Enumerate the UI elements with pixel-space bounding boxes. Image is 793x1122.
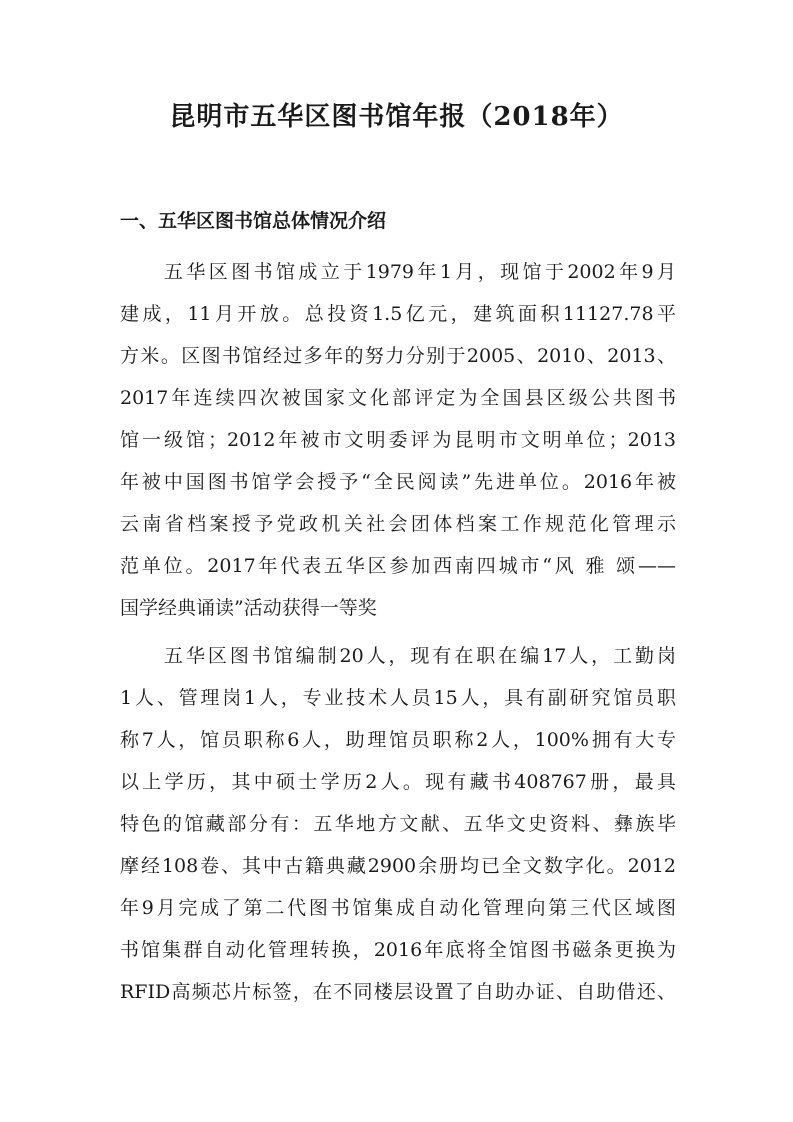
paragraph-line: 方米。区图书馆经过多年的努力分别于2005、2010、2013、 [120, 345, 676, 367]
paragraph-line: 年被中国图书馆学会授予“全民阅读”先进单位。2016年被 [120, 471, 676, 493]
document-title: 昆明市五华区图书馆年报（2018年） [169, 102, 624, 132]
paragraph-line: 以上学历，其中硕士学历2人。现有藏书408767册，最具 [120, 771, 676, 793]
paragraph-line: 1人、管理岗1人，专业技术人员15人，具有副研究馆员职 [120, 687, 676, 709]
paragraph-line: 云南省档案授予党政机关社会团体档案工作规范化管理示 [120, 513, 676, 535]
paragraph-line: 称7人，馆员职称6人，助理馆员职称2人，100%拥有大专 [120, 729, 676, 751]
section-heading: 一、五华区图书馆总体情况介绍 [120, 210, 387, 232]
paragraph-line: 国学经典诵读”活动获得一等奖 [120, 597, 377, 619]
paragraph-line: 摩经108卷、其中古籍典藏2900余册均已全文数字化。2012 [120, 855, 676, 877]
paragraph-line: 特色的馆藏部分有：五华地方文献、五华文史资料、彝族毕 [120, 813, 676, 835]
paragraph-line: 五华区图书馆编制20人，现有在职在编17人，工勤岗 [164, 645, 676, 667]
paragraph-line: 馆一级馆；2012年被市文明委评为昆明市文明单位；2013 [120, 429, 676, 451]
paragraph-line: 范单位。2017年代表五华区参加西南四城市“风 雅 颂—— [120, 555, 676, 577]
paragraph-line: RFID高频芯片标签，在不同楼层设置了自助办证、自助借还、 [120, 981, 676, 1003]
paragraph-line: 年9月完成了第二代图书馆集成自动化管理向第三代区域图 [120, 897, 676, 919]
paragraph-line: 建成，11月开放。总投资1.5亿元，建筑面积11127.78平 [120, 303, 676, 325]
paragraph-line: 2017年连续四次被国家文化部评定为全国县区级公共图书 [120, 387, 676, 409]
paragraph-line: 书馆集群自动化管理转换，2016年底将全馆图书磁条更换为 [120, 939, 676, 961]
paragraph-line: 五华区图书馆成立于1979年1月，现馆于2002年9月 [164, 261, 676, 283]
